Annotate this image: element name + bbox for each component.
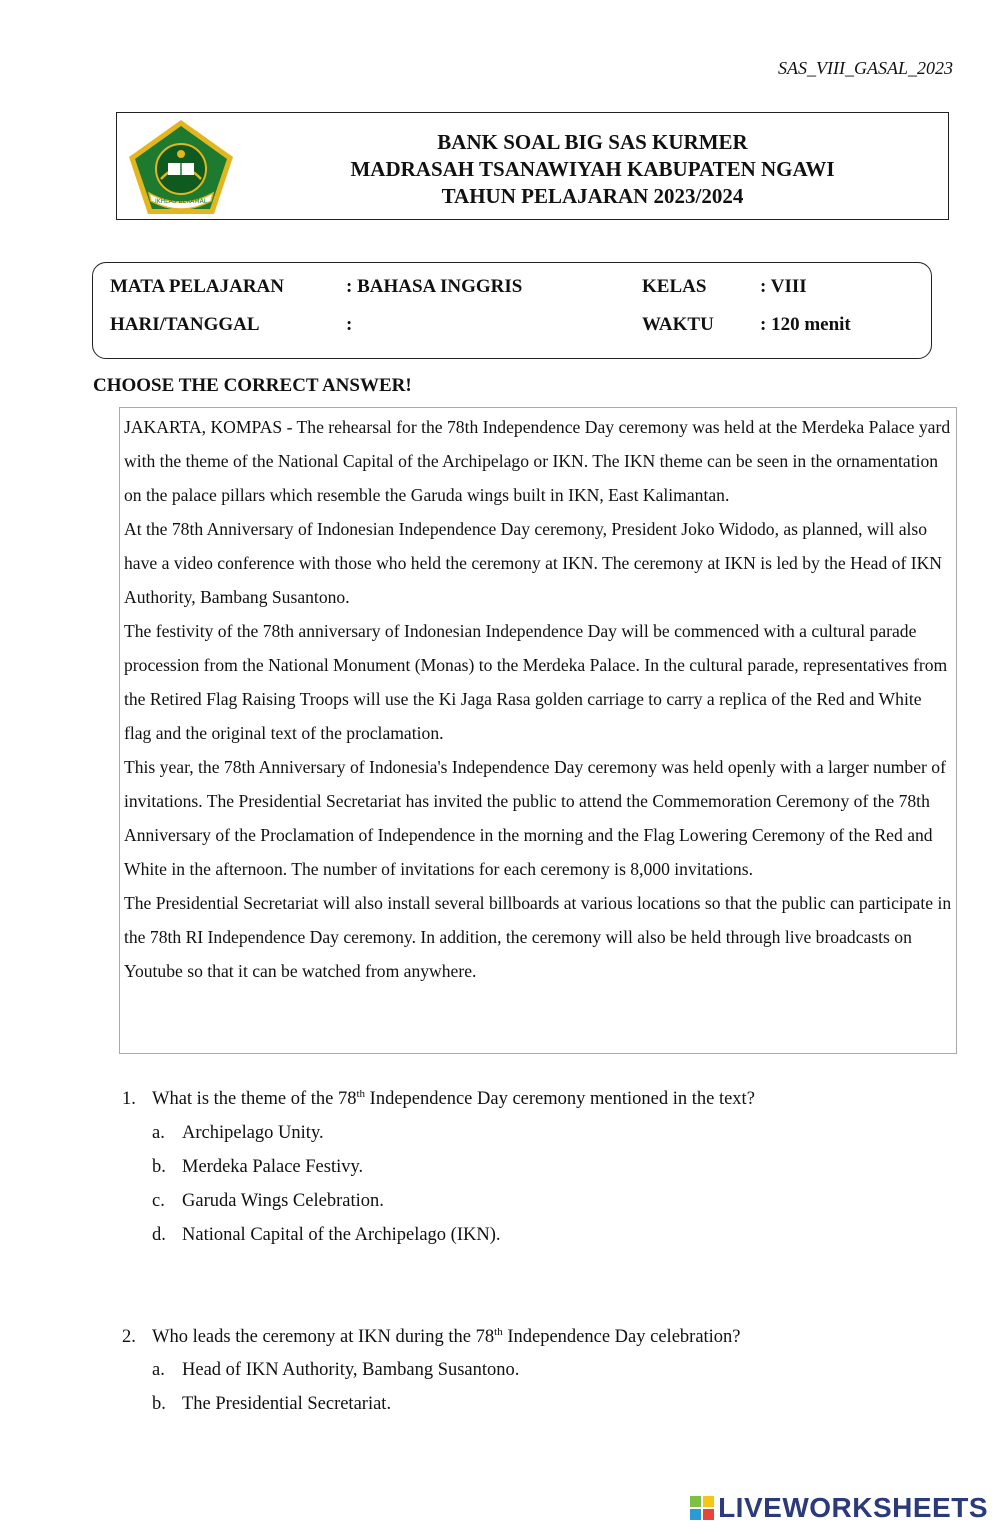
- option-letter: a.: [152, 1360, 165, 1380]
- passage-paragraph: This year, the 78th Anniversary of Indonesia's Independence Day ceremony was held openly with a larger number of invitations. The Presidential Secretariat has invited the public to attend the Commemoration Ceremony of the 78th Anniversary of the Proclamation of Independence in the morning and the Flag Lowering Ceremony of the Red and White in the afternoon. The number of invitations for each ceremony is 8,000 invitations.: [124, 757, 946, 879]
- question-number: 2.: [122, 1327, 136, 1348]
- option-letter: a.: [152, 1123, 165, 1143]
- question-1-option-b[interactable]: [152, 1157, 363, 1178]
- liveworksheets-blocks-icon: [690, 1496, 714, 1520]
- option-text: The Presidential Secretariat.: [182, 1394, 392, 1414]
- option-letter: c.: [152, 1191, 165, 1211]
- header-box: [116, 112, 949, 220]
- passage-paragraph: The Presidential Secretariat will also install several billboards at various locations so that the public can participate in the 78th RI Independence Day ceremony. In addition, the ceremony will also be held through live broadcasts on Youtube so that it can be watched from anywhere.: [124, 893, 952, 981]
- question-1-option-c[interactable]: [152, 1191, 384, 1212]
- header-line-2: MADRASAH TSANAWIYAH KABUPATEN NGAWI: [350, 157, 835, 181]
- question-2: [122, 1326, 741, 1348]
- option-text: Head of IKN Authority, Bambang Susantono.: [182, 1360, 520, 1380]
- passage-paragraph: JAKARTA, KOMPAS - The rehearsal for the 78th Independence Day ceremony was held at the Merdeka Palace yard with the theme of the National Capital of the Archipelago or IKN. The IKN theme can be seen in the ornamentation on the palace pillars which resemble the Garuda wings built in IKN, East Kalimantan.: [124, 417, 951, 505]
- subject-label: MATA PELAJARAN: [110, 276, 284, 297]
- class-value: : VIII: [760, 276, 807, 297]
- liveworksheets-logo: [690, 1492, 988, 1524]
- document-code: SAS_VIII_GASAL_2023: [778, 58, 953, 78]
- question-text: What is the theme of the 78: [152, 1089, 357, 1110]
- option-text: Garuda Wings Celebration.: [182, 1191, 384, 1211]
- time-label: WAKTU: [642, 314, 714, 335]
- date-label: HARI/TANGGAL: [110, 314, 260, 335]
- time-value: : 120 menit: [760, 314, 851, 335]
- liveworksheets-wordmark: LIVEWORKSHEETS: [718, 1492, 988, 1523]
- class-label: KELAS: [642, 276, 707, 297]
- question-1-option-d[interactable]: [152, 1225, 501, 1246]
- subject-value: : BAHASA INGGRIS: [346, 276, 523, 297]
- option-letter: b.: [152, 1394, 166, 1414]
- header-line-1: BANK SOAL BIG SAS KURMER: [437, 130, 748, 154]
- question-text-end: Independence Day celebration?: [502, 1327, 741, 1348]
- option-letter: d.: [152, 1225, 166, 1245]
- question-number: 1.: [122, 1089, 136, 1110]
- option-letter: b.: [152, 1157, 166, 1177]
- question-superscript: th: [356, 1088, 366, 1100]
- reading-passage: [119, 407, 957, 1054]
- question-text: Who leads the ceremony at IKN during the 78: [152, 1327, 495, 1348]
- question-2-option-b[interactable]: [152, 1394, 391, 1415]
- question-superscript: th: [494, 1326, 503, 1338]
- question-text-end: Independence Day ceremony mentioned in the text?: [365, 1089, 755, 1110]
- option-text: Merdeka Palace Festivy.: [182, 1157, 364, 1177]
- option-text: National Capital of the Archipelago (IKN).: [182, 1225, 501, 1245]
- exam-info-box: [92, 262, 932, 359]
- logo-text: IKHLAS BERAMAL: [154, 198, 208, 205]
- passage-paragraph: At the 78th Anniversary of Indonesian Independence Day ceremony, President Joko Widodo, as planned, will also have a video conference with those who held the ceremony at IKN. The ceremony at IKN is led by the Head of IKN Authority, Bambang Susantono.: [124, 519, 942, 607]
- question-2-option-a[interactable]: [152, 1360, 519, 1381]
- header-line-3: TAHUN PELAJARAN 2023/2024: [441, 184, 744, 208]
- question-1: [122, 1088, 755, 1110]
- date-value: :: [346, 314, 353, 335]
- question-1-option-a[interactable]: [152, 1123, 324, 1144]
- header-title: [247, 129, 938, 210]
- option-text: Archipelago Unity.: [182, 1123, 324, 1143]
- kemenag-logo-icon: [125, 117, 237, 217]
- instruction: CHOOSE THE CORRECT ANSWER!: [93, 375, 412, 396]
- passage-paragraph: The festivity of the 78th anniversary of Indonesian Independence Day will be commenced with a cultural parade procession from the National Monument (Monas) to the Merdeka Palace. In the cultural parade, representatives from the Retired Flag Raising Troops will use the Ki Jaga Rasa golden carriage to carry a replica of the Red and White flag and the original text of the proclamation.: [124, 621, 948, 743]
